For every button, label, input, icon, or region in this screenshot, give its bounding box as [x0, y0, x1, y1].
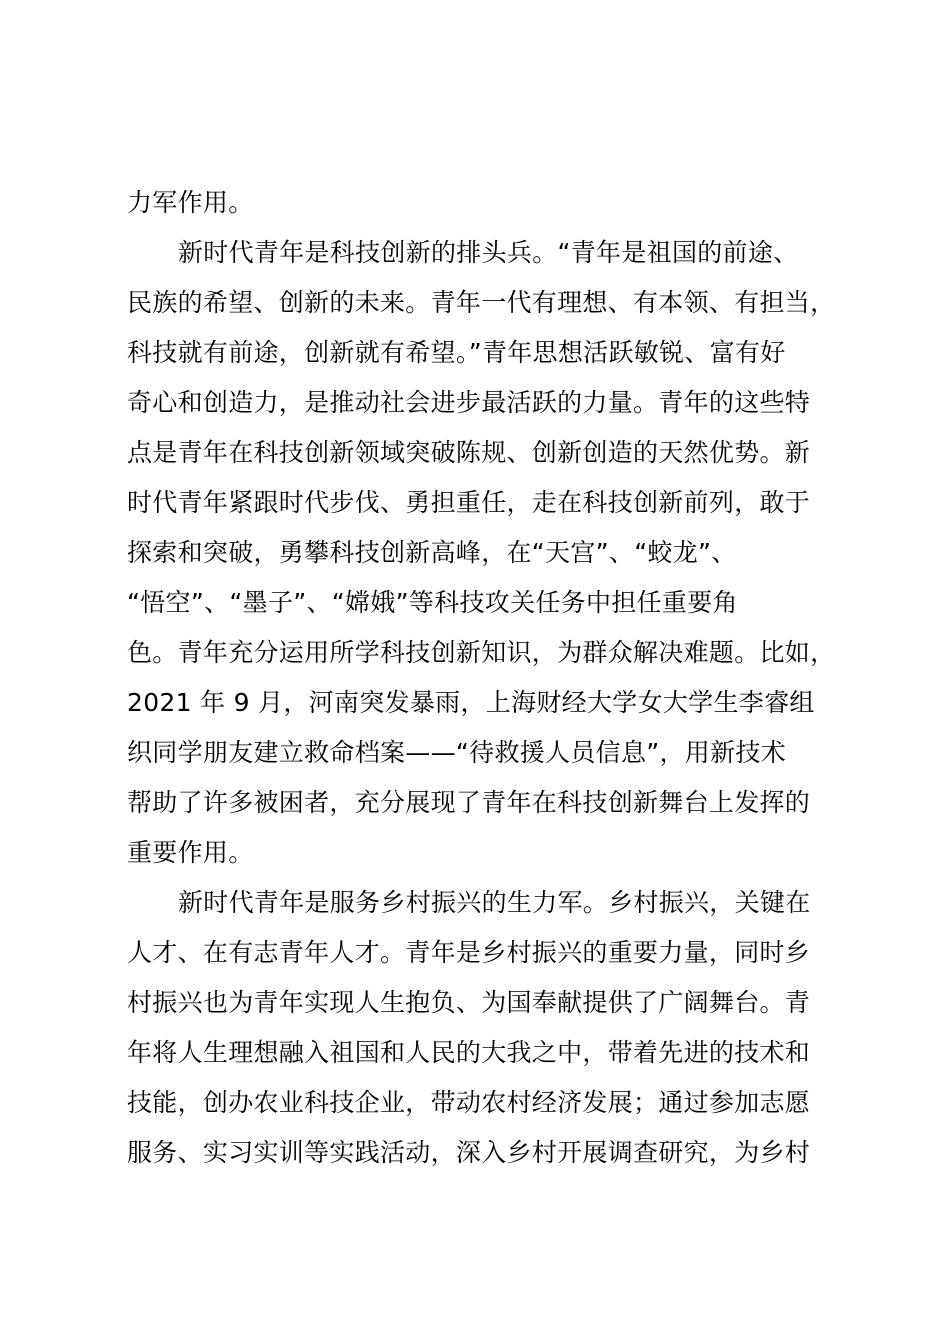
text-line: 奇心和创造力，是推动社会进步最活跃的力量。青年的这些特 — [127, 388, 811, 417]
text-line: 人才、在有志青年人才。青年是乡村振兴的重要力量，同时乡 — [127, 938, 811, 967]
body-text — [127, 178, 847, 1178]
text-line: 民族的希望、创新的未来。青年一代有理想、有本领、有担当， — [127, 288, 836, 317]
text-line: 色。青年充分运用所学科技创新知识，为群众解决难题。比如， — [127, 638, 836, 667]
paragraph-start-line: 新时代青年是科技创新的排头兵。“青年是祖国的前途、 — [178, 238, 799, 267]
text-line: 2021 年 9 月，河南突发暴雨，上海财经大学女大学生李睿组 — [127, 688, 815, 717]
text-line: 织同学朋友建立救命档案——“待救援人员信息”，用新技术 — [127, 738, 787, 767]
text-line: 探索和突破，勇攀科技创新高峰，在“天宫”、“蛟龙”、 — [127, 538, 737, 567]
text-line: 重要作用。 — [127, 838, 254, 867]
text-line: “悟空”、“墨子”、“嫦娥”等科技攻关任务中担任重要角 — [127, 588, 738, 617]
text-line: 村振兴也为青年实现人生抱负、为国奉献提供了广阔舞台。青 — [127, 988, 811, 1017]
text-line: 时代青年紧跟时代步伐、勇担重任，走在科技创新前列，敢于 — [127, 488, 811, 517]
paragraph-start-line: 新时代青年是服务乡村振兴的生力军。乡村振兴，关键在 — [178, 888, 811, 917]
text-line: 点是青年在科技创新领域突破陈规、创新创造的天然优势。新 — [127, 438, 811, 467]
text-line: 年将人生理想融入祖国和人民的大我之中，带着先进的技术和 — [127, 1038, 811, 1067]
text-line: 力军作用。 — [127, 188, 254, 217]
text-line: 技能，创办农业科技企业，带动农村经济发展；通过参加志愿 — [127, 1088, 811, 1117]
text-line: 科技就有前途，创新就有希望。”青年思想活跃敏锐、富有好 — [127, 338, 786, 367]
text-line: 帮助了许多被困者，充分展现了青年在科技创新舞台上发挥的 — [127, 788, 811, 817]
text-line: 服务、实习实训等实践活动，深入乡村开展调查研究，为乡村 — [127, 1138, 811, 1167]
